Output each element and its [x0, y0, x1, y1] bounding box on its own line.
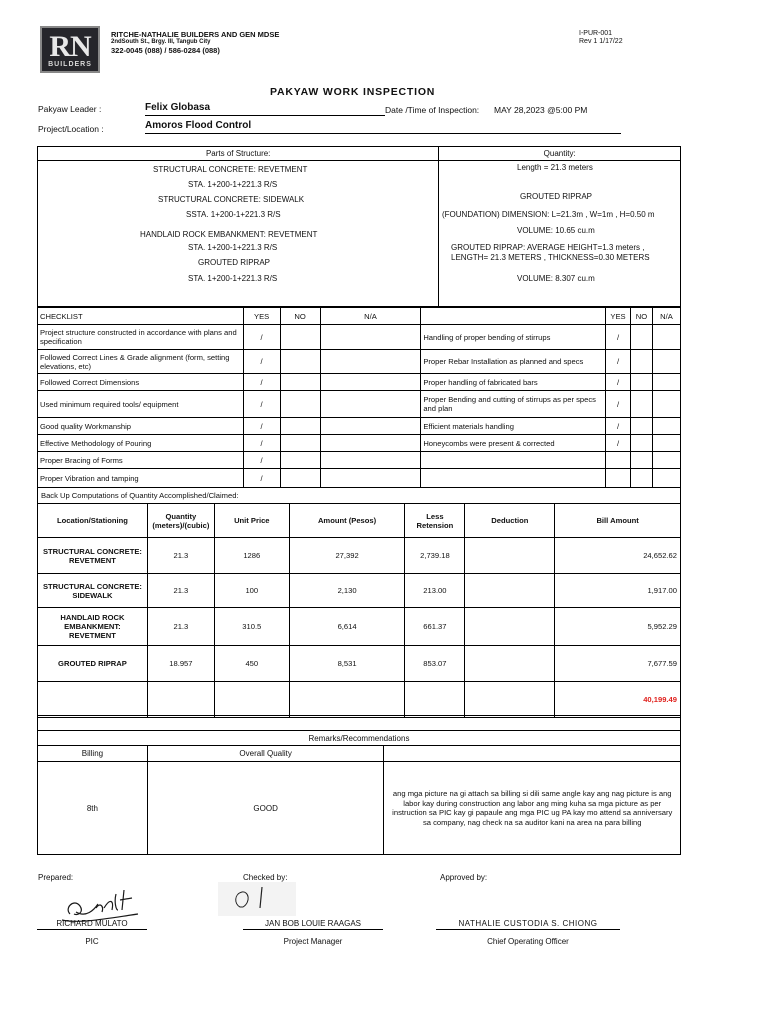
retension-cell: 661.37 [405, 608, 465, 646]
remarks-title: Remarks/Recommendations [38, 731, 681, 746]
form-code: I-PUR-001 [579, 30, 613, 37]
unit-price-cell: 310.5 [214, 608, 289, 646]
overall-quality-label: Overall Quality [147, 746, 384, 762]
na-check[interactable] [652, 350, 680, 374]
na-check[interactable] [320, 374, 421, 391]
computation-table [37, 487, 681, 718]
na-check[interactable] [652, 374, 680, 391]
column-header: Bill Amount [555, 504, 681, 538]
yes-check[interactable]: / [243, 452, 280, 469]
retension-cell: 2,739.18 [405, 538, 465, 574]
empty-cell [405, 682, 465, 718]
checked-name: JAN BOB LOUIE RAAGAS [243, 919, 383, 930]
quantity-line: Length = 21.3 meters [517, 163, 593, 172]
table-row [38, 538, 681, 574]
approved-label: Approved by: [440, 873, 488, 882]
na-check[interactable] [320, 435, 421, 452]
na-check[interactable] [320, 325, 421, 350]
yes-check[interactable]: / [606, 325, 631, 350]
form-revision: Rev 1 1/17/22 [579, 38, 623, 45]
part-line: SSTA. 1+200-1+221.3 R/S [186, 210, 281, 219]
quantity-line: GROUTED RIPRAP [520, 192, 593, 201]
no-check[interactable] [280, 452, 320, 469]
checklist-item [421, 452, 606, 469]
na-check[interactable] [652, 469, 680, 488]
na-check[interactable] [652, 391, 680, 418]
location-field[interactable] [145, 120, 621, 134]
deduction-cell [465, 538, 555, 574]
empty-cell [147, 682, 214, 718]
table-row [38, 646, 681, 682]
billing-label: Billing [38, 746, 148, 762]
checklist-item: Project structure constructed in accordance with plans and specification [38, 325, 244, 350]
amount-cell: 2,130 [289, 574, 405, 608]
column-header: Quantity (meters)/(cubic) [147, 504, 214, 538]
overall-quality-value: GOOD [147, 762, 384, 855]
yes-check[interactable] [606, 452, 631, 469]
empty-cell [38, 682, 148, 718]
checked-role: Project Manager [283, 937, 343, 946]
bill-cell: 7,677.59 [555, 646, 681, 682]
na-check[interactable] [652, 452, 680, 469]
yes-check[interactable]: / [243, 374, 280, 391]
deduction-cell [465, 608, 555, 646]
no-header: NO [631, 308, 653, 325]
location-cell: STRUCTURAL CONCRETE: REVETMENT [38, 538, 148, 574]
empty-cell [289, 682, 405, 718]
checklist-right-title [421, 308, 606, 325]
spacer-row [38, 716, 681, 731]
total-bill-amount: 40,199.49 [555, 682, 681, 718]
amount-cell: 6,614 [289, 608, 405, 646]
no-check[interactable] [280, 435, 320, 452]
leader-value: Felix Globasa [145, 102, 211, 113]
approved-role: Chief Operating Officer [487, 937, 569, 946]
checked-label: Checked by: [243, 873, 288, 882]
retension-cell: 213.00 [405, 574, 465, 608]
document-title: PAKYAW WORK INSPECTION [270, 86, 436, 98]
approved-name: NATHALIE CUSTODIA S. CHIONG [436, 919, 620, 930]
quantity-header: Quantity: [439, 147, 681, 161]
na-header: N/A [320, 308, 421, 325]
quantity-line: GROUTED RIPRAP: AVERAGE HEIGHT=1.3 meters , [451, 243, 645, 252]
location-value: Amoros Flood Control [145, 120, 252, 131]
checklist-item: Honeycombs were present & corrected [421, 435, 606, 452]
checklist-item: Proper Vibration and tamping [38, 469, 244, 488]
yes-check[interactable]: / [243, 435, 280, 452]
deduction-cell [465, 646, 555, 682]
prepared-role: PIC [85, 937, 99, 946]
checklist-row [38, 391, 681, 418]
billing-value: 8th [38, 762, 148, 855]
yes-check[interactable]: / [606, 350, 631, 374]
na-check[interactable] [652, 325, 680, 350]
company-address: 2ndSouth St., Brgy. III, Tangub City [111, 39, 211, 45]
na-check[interactable] [652, 435, 680, 452]
initials-signature [218, 882, 296, 916]
no-check[interactable] [631, 391, 653, 418]
logo-subtext: BUILDERS [48, 61, 92, 68]
na-check[interactable] [320, 418, 421, 435]
checklist-row [38, 435, 681, 452]
no-check[interactable] [631, 325, 653, 350]
unit-price-cell: 1286 [214, 538, 289, 574]
checked-signature-area [218, 882, 296, 916]
no-check[interactable] [280, 469, 320, 488]
column-header: Unit Price [214, 504, 289, 538]
unit-price-cell: 450 [214, 646, 289, 682]
checklist-title: CHECKLIST [38, 308, 244, 325]
checklist-item: Good quality Workmanship [38, 418, 244, 435]
location-cell: GROUTED RIPRAP [38, 646, 148, 682]
datetime-label: Date /Time of Inspection: [385, 105, 480, 115]
yes-check[interactable]: / [243, 391, 280, 418]
checklist-table [37, 307, 681, 488]
unit-price-cell: 100 [214, 574, 289, 608]
yes-check[interactable]: / [606, 391, 631, 418]
yes-check[interactable]: / [243, 350, 280, 374]
no-check[interactable] [631, 350, 653, 374]
no-check[interactable] [631, 418, 653, 435]
deduction-cell [465, 574, 555, 608]
checklist-item [421, 469, 606, 488]
na-header: N/A [652, 308, 680, 325]
table-row [38, 574, 681, 608]
qty-cell: 21.3 [147, 538, 214, 574]
yes-check[interactable]: / [606, 374, 631, 391]
checklist-row [38, 452, 681, 469]
part-line: STRUCTURAL CONCRETE: REVETMENT [153, 165, 308, 174]
retension-cell: 853.07 [405, 646, 465, 682]
location-label: Project/Location : [38, 124, 104, 134]
part-line: STRUCTURAL CONCRETE: SIDEWALK [158, 195, 305, 204]
location-cell: HANDLAID ROCK EMBANKMENT: REVETMENT [38, 608, 148, 646]
bill-cell: 24,652.62 [555, 538, 681, 574]
checklist-row [38, 374, 681, 391]
empty-cell [214, 682, 289, 718]
part-line: STA. 1+200-1+221.3 R/S [188, 274, 278, 283]
qty-cell: 21.3 [147, 608, 214, 646]
na-check[interactable] [652, 418, 680, 435]
yes-header: YES [243, 308, 280, 325]
quantity-line: VOLUME: 10.65 cu.m [517, 226, 595, 235]
no-check[interactable] [631, 435, 653, 452]
na-check[interactable] [320, 350, 421, 374]
amount-cell: 8,531 [289, 646, 405, 682]
leader-label: Pakyaw Leader : [38, 104, 102, 114]
no-check[interactable] [631, 374, 653, 391]
logo-monogram: RN [49, 30, 91, 63]
no-check[interactable] [280, 391, 320, 418]
qty-cell: 21.3 [147, 574, 214, 608]
remarks-header-empty [384, 746, 681, 762]
checklist-row [38, 418, 681, 435]
yes-check[interactable]: / [606, 418, 631, 435]
prepared-name: RICHARD MULATO [37, 919, 147, 930]
part-line: HANDLAID ROCK EMBANKMENT: REVETMENT [140, 230, 318, 239]
prepared-label: Prepared: [38, 873, 74, 882]
checklist-item: Followed Correct Lines & Grade alignment (form, setting elevations, etc) [38, 350, 244, 374]
part-line: STA. 1+200-1+221.3 R/S [188, 180, 278, 189]
checklist-row [38, 469, 681, 488]
na-check[interactable] [320, 391, 421, 418]
company-logo [40, 26, 100, 73]
checklist-item: Followed Correct Dimensions [38, 374, 244, 391]
column-header: Less Retension [405, 504, 465, 538]
location-cell: STRUCTURAL CONCRETE: SIDEWALK [38, 574, 148, 608]
datetime-value: MAY 28,2023 @5:00 PM [494, 105, 588, 115]
no-check[interactable] [631, 469, 653, 488]
column-header: Location/Stationing [38, 504, 148, 538]
quantity-line: LENGTH= 21.3 METERS , THICKNESS=0.30 METERS [451, 253, 650, 262]
checklist-item: Effective Methodology of Pouring [38, 435, 244, 452]
checklist-item: Proper Bending and cutting of stirrups as per specs and plan [421, 391, 606, 418]
checklist-item: Used minimum required tools/ equipment [38, 391, 244, 418]
company-name: RITCHE-NATHALIE BUILDERS AND GEN MDSE [111, 30, 280, 39]
yes-check[interactable] [606, 469, 631, 488]
checklist-item: Handling of proper bending of stirrups [421, 325, 606, 350]
remarks-table [37, 715, 681, 855]
qty-cell: 18.957 [147, 646, 214, 682]
yes-check[interactable]: / [243, 325, 280, 350]
checklist-item: Proper Bracing of Forms [38, 452, 244, 469]
no-check[interactable] [280, 374, 320, 391]
bill-cell: 5,952.29 [555, 608, 681, 646]
table-row [38, 608, 681, 646]
amount-cell: 27,392 [289, 538, 405, 574]
remarks-text: ang mga picture na gi attach sa billing si dili same angle kay ang nag picture is ang labor kay during construction ang labor ang ming kuha sa mga picture as per instruction sa PIC kay gi papaule ang mga PIC ug PA kay mo attend sa anniversary sa company, nag check na sa auditor kani na area na para billing [384, 762, 681, 855]
na-check[interactable] [320, 469, 421, 488]
quantity-line: VOLUME: 8.307 cu.m [517, 274, 595, 283]
yes-check[interactable]: / [606, 435, 631, 452]
total-row [38, 682, 681, 718]
company-phone: 322-0045 (088) / 586-0284 (088) [111, 46, 220, 55]
leader-field[interactable] [145, 102, 385, 116]
parts-header: Parts of Structure: [38, 147, 439, 161]
yes-check[interactable]: / [243, 418, 280, 435]
empty-cell [465, 682, 555, 718]
part-line: STA. 1+200-1+221.3 R/S [188, 243, 278, 252]
yes-check[interactable]: / [243, 469, 280, 488]
checklist-item: Proper Rebar Installation as planned and specs [421, 350, 606, 374]
checklist-row [38, 350, 681, 374]
checklist-item: Efficient materials handling [421, 418, 606, 435]
computation-caption: Back Up Computations of Quantity Accomplished/Claimed: [38, 488, 681, 504]
checklist-item: Proper handling of fabricated bars [421, 374, 606, 391]
part-line: GROUTED RIPRAP [198, 258, 271, 267]
na-check[interactable] [320, 452, 421, 469]
quantity-line: (FOUNDATION) DIMENSION: L=21.3m , W=1m , H=0.50 m [442, 210, 655, 219]
bill-cell: 1,917.00 [555, 574, 681, 608]
no-check[interactable] [631, 452, 653, 469]
no-check[interactable] [280, 350, 320, 374]
no-check[interactable] [280, 418, 320, 435]
column-header: Amount (Pesos) [289, 504, 405, 538]
column-header: Deduction [465, 504, 555, 538]
checklist-row [38, 325, 681, 350]
no-check[interactable] [280, 325, 320, 350]
no-header: NO [280, 308, 320, 325]
yes-header: YES [606, 308, 631, 325]
